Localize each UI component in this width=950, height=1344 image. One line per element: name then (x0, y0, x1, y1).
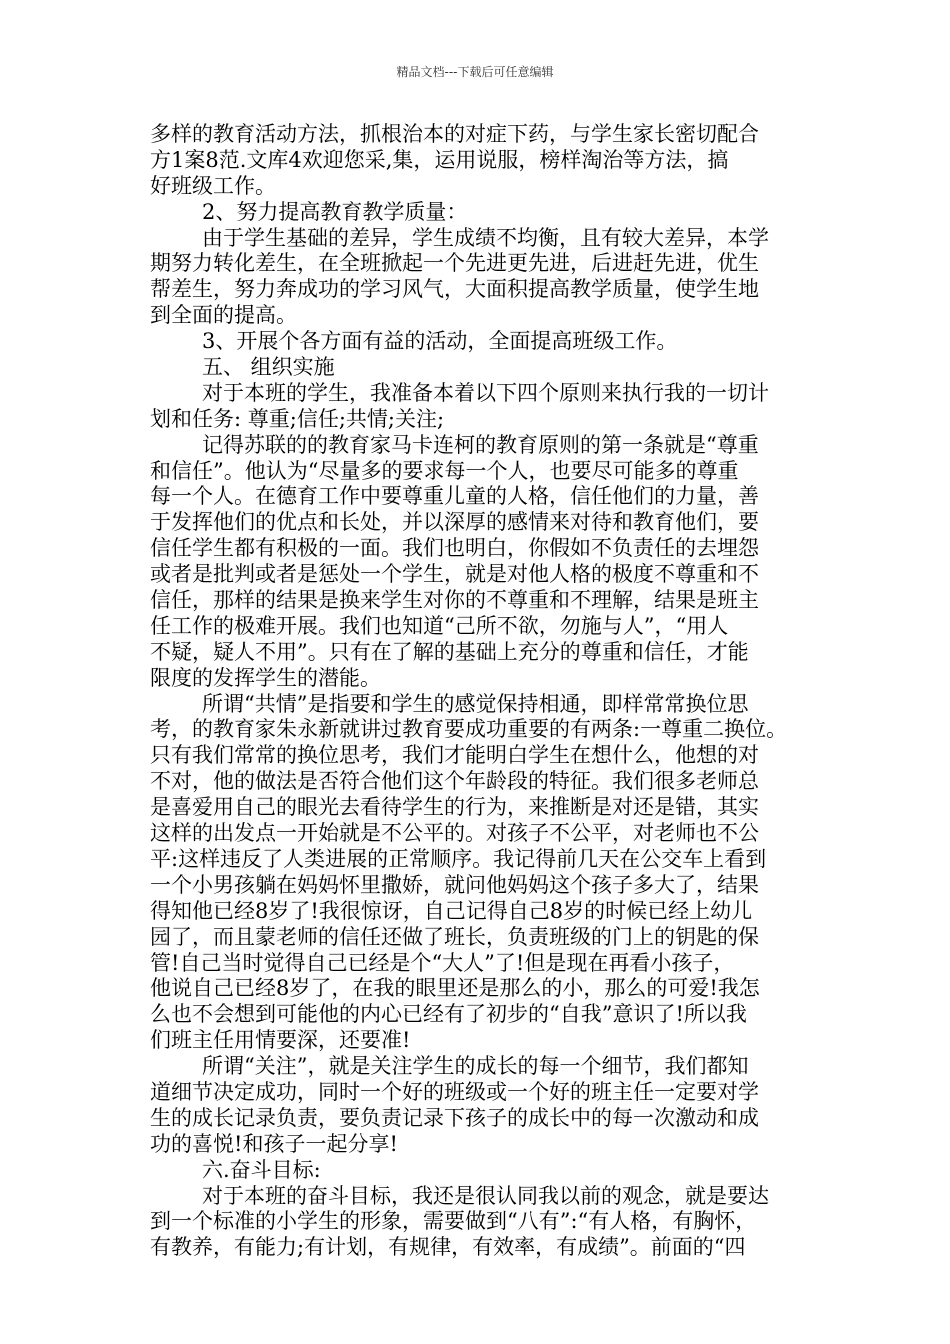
text-line: 有教养，有能力;有计划，有规律，有效率，有成绩”。前面的“四 (150, 1235, 746, 1260)
text-line: 管!自己当时觉得自己已经是个“大人”了!但是现在再看小孩子， (150, 950, 735, 975)
text-line: 2、努力提高教育教学质量： (202, 199, 468, 224)
text-line: 和信任”。他认为“尽量多的要求每一个人，也要尽可能多的尊重 (150, 458, 739, 483)
text-line: 们班主任用情要深，还要准! (150, 1028, 411, 1053)
text-line: 功的喜悦!和孩子一起分享! (150, 1131, 398, 1156)
text-line: 平:这样违反了人类进展的正常顺序。我记得前几天在公交车上看到 (150, 846, 767, 871)
text-line: 对于本班的奋斗目标，我还是很认同我以前的观念，就是要达 (202, 1183, 769, 1208)
text-line: 信任，那样的结果是换来学生对你的不尊重和不理解，结果是班主 (150, 588, 759, 613)
text-line: 所谓“共情”是指要和学生的感觉保持相通，即样常常换位思 (202, 691, 749, 716)
text-line: 道细节决定成功，同时一个好的班级或一个好的班主任一定要对学 (150, 1079, 759, 1104)
text-line: 好班级工作。 (150, 173, 276, 198)
text-line: 到一个标准的小学生的形象，需要做到“八有”:“有人格，有胸怀， (150, 1209, 757, 1234)
text-line: 3、开展个各方面有益的活动，全面提高班级工作。 (202, 329, 678, 354)
text-line: 信任学生都有积极的一面。我们也明白，你假如不负责任的去埋怨 (150, 536, 759, 561)
text-line: 或者是批判或者是惩处一个学生，就是对他人格的极度不尊重和不 (150, 562, 759, 587)
text-line: 是喜爱用自己的眼光去看待学生的行为，来推断是对还是错，其实 (150, 795, 759, 820)
text-line: 帮差生，努力奔成功的学习风气，大面积提高教学质量，使学生地 (150, 277, 759, 302)
text-line: 他说自己已经8岁了，在我的眼里还是那么的小，那么的可爱!我怎 (150, 976, 760, 1001)
text-line: 生的成长记录负责，要负责记录下孩子的成长中的每一次激动和成 (150, 1105, 759, 1130)
document-body (150, 122, 802, 1261)
text-line: 对于本班的学生，我准备本着以下四个原则来执行我的一切计 (202, 380, 769, 405)
text-line: 这样的出发点一开始就是不公平的。对孩子不公平，对老师也不公 (150, 821, 759, 846)
text-line: 园了，而且蒙老师的信任还做了班长，负责班级的门上的钥匙的保 (150, 924, 759, 949)
text-line: 不对，他的做法是否符合他们这个年龄段的特征。我们很多老师总 (150, 769, 759, 794)
text-line: 每一个人。在德育工作中要尊重儿童的人格，信任他们的力量，善 (150, 484, 759, 509)
text-line: 任工作的极难开展。我们也知道“己所不欲，勿施与人”，“用人 (150, 613, 729, 638)
text-line: 么也不会想到可能他的内心已经有了初步的“自我”意识了!所以我 (150, 1002, 747, 1027)
text-line: 六.奋斗目标: (202, 1157, 321, 1182)
page-header: 精品文档---下载后可任意编辑 (396, 65, 554, 79)
text-line: 划和任务: 尊重;信任;共情;关注; (150, 406, 445, 431)
text-line: 限度的发挥学生的潜能。 (150, 665, 381, 690)
text-line: 所谓“关注”，就是关注学生的成长的每一个细节，我们都知 (202, 1054, 749, 1079)
text-line: 于发挥他们的优点和长处，并以深厚的感情来对待和教育他们，要 (150, 510, 759, 535)
text-line: 方1案8范.文库4欢迎您采,集，运用说服，榜样淘治等方法，搞 (150, 147, 729, 172)
text-line: 只有我们常常的换位思考，我们才能明白学生在想什么，他想的对 (150, 743, 759, 768)
text-line: 得知他已经8岁了!我很惊讶，自己记得自己8岁的时候已经上幼儿 (150, 898, 753, 923)
text-line: 由于学生基础的差异，学生成绩不均衡，且有较大差异，本学 (202, 225, 769, 250)
text-line: 期努力转化差生，在全班掀起一个先进更先进，后进赶先进，优生 (150, 251, 759, 276)
text-line: 一个小男孩躺在妈妈怀里撒娇，就问他妈妈这个孩子多大了，结果 (150, 872, 759, 897)
text-line: 五、 组织实施 (202, 355, 335, 380)
text-line: 到全面的提高。 (150, 303, 297, 328)
text-line: 不疑，疑人不用”。只有在了解的基础上充分的尊重和信任，才能 (150, 639, 749, 664)
text-line: 多样的教育活动方法，抓根治本的对症下药，与学生家长密切配合 (150, 122, 759, 146)
text-line: 考，的教育家朱永新就讲过教育要成功重要的有两条:一尊重二换位。 (150, 717, 788, 742)
text-line: 记得苏联的的教育家马卡连柯的教育原则的第一条就是“尊重 (202, 432, 759, 457)
